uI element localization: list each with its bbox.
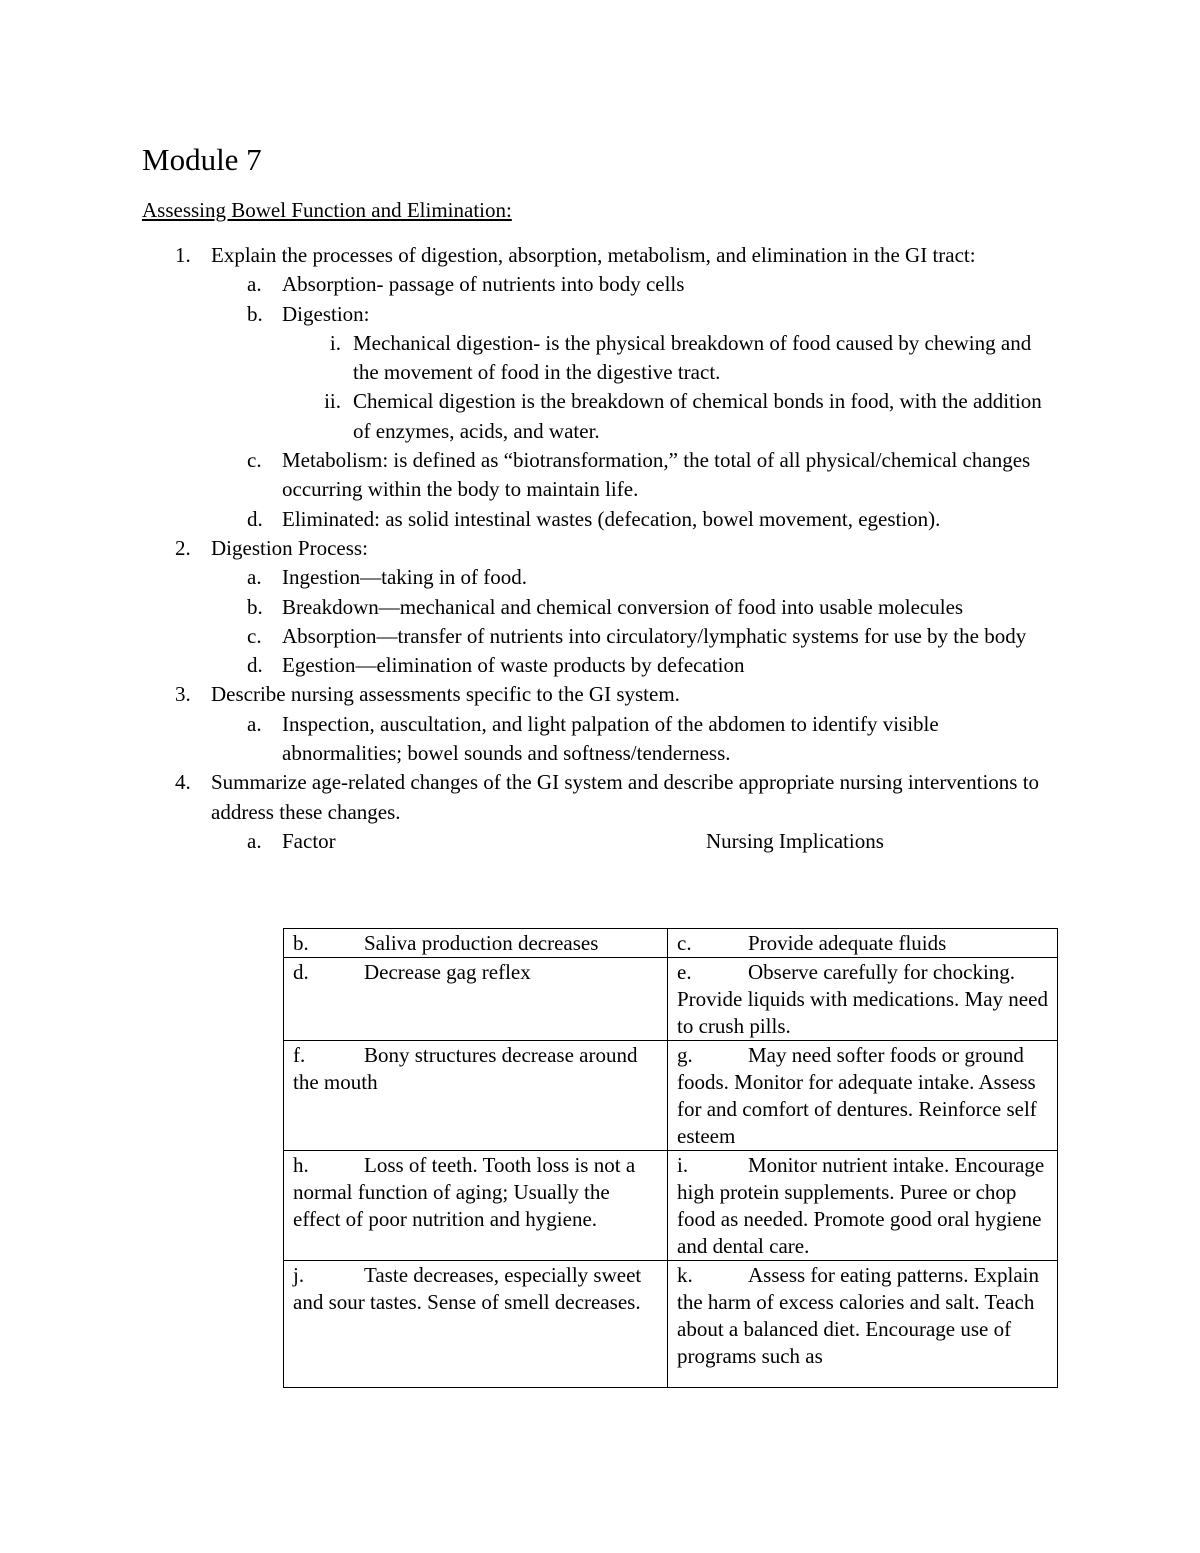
list-marker: a. xyxy=(247,711,262,736)
list-subitem xyxy=(142,651,1062,680)
list-subsubitem xyxy=(142,387,1062,446)
list-subitem xyxy=(142,300,1062,329)
factor-text: Saliva production decreases xyxy=(364,931,599,955)
list-marker: d. xyxy=(247,653,263,678)
factor-cell xyxy=(284,929,668,958)
table-caption-row xyxy=(142,827,1062,856)
list-subitem xyxy=(142,593,1062,622)
table-row xyxy=(284,958,1058,1041)
factor-text: Decrease gag reflex xyxy=(364,960,531,984)
implication-cell xyxy=(668,1151,1058,1261)
cell-marker: k. xyxy=(677,1263,693,1287)
table-row xyxy=(284,1261,1058,1388)
cell-marker: e. xyxy=(677,960,692,984)
table-row xyxy=(284,1151,1058,1261)
implication-cell xyxy=(668,1041,1058,1151)
cell-marker: f. xyxy=(293,1043,306,1067)
list-item-text: Absorption—transfer of nutrients into circulatory/lymphatic systems for use by the body xyxy=(282,623,1027,648)
section-subtitle: Assessing Bowel Function and Elimination: xyxy=(142,198,512,222)
cell-marker: c. xyxy=(677,931,692,955)
list-marker: i. xyxy=(329,330,341,355)
list-item-text: Breakdown—mechanical and chemical conversion of food into usable molecules xyxy=(282,594,964,619)
factor-text: Bony structures decrease around the mouth xyxy=(293,1043,638,1094)
list-item-text: Explain the processes of digestion, absorption, metabolism, and elimination in the GI tract: xyxy=(211,243,976,267)
cell-marker: d. xyxy=(293,960,309,984)
implications-column-label: Nursing Implications xyxy=(706,828,884,853)
factor-text: Taste decreases, especially sweet and sour tastes. Sense of smell decreases. xyxy=(293,1263,642,1314)
list-subitem xyxy=(142,505,1062,534)
list-marker: c. xyxy=(247,448,262,473)
cell-marker: j. xyxy=(293,1263,305,1287)
cell-marker: g. xyxy=(677,1043,693,1067)
implication-text: Observe carefully for chocking. Provide liquids with medications. May need to crush pills. xyxy=(677,960,1048,1038)
list-marker: c. xyxy=(247,623,262,648)
list-marker: 1. xyxy=(175,243,191,267)
list-item-text: Describe nursing assessments specific to the GI system. xyxy=(211,682,680,707)
list-subitem xyxy=(142,270,1062,299)
list-marker: a. xyxy=(247,828,262,853)
factor-cell xyxy=(284,1041,668,1151)
implication-text: May need softer foods or ground foods. Monitor for adequate intake. Assess for and comfort of dentures. Reinforce self esteem xyxy=(677,1043,1037,1148)
list-item-text: Mechanical digestion- is the physical breakdown of food caused by chewing and the movement of food in the digestive tract. xyxy=(353,330,1032,385)
implication-cell xyxy=(668,929,1058,958)
list-marker: b. xyxy=(247,301,263,326)
factor-text: Loss of teeth. Tooth loss is not a normal function of aging; Usually the effect of poor nutrition and hygiene. xyxy=(293,1153,636,1231)
outline-list xyxy=(142,241,1062,856)
list-marker: 4. xyxy=(175,770,191,795)
list-item-text: Metabolism: is defined as “biotransformation,” the total of all physical/chemical changes occurring within the body to maintain life. xyxy=(282,448,1031,502)
list-subitem xyxy=(142,622,1062,651)
list-item xyxy=(142,680,1062,709)
cell-marker: i. xyxy=(677,1153,689,1177)
implication-text: Provide adequate fluids xyxy=(748,931,947,955)
list-item-text: Digestion Process: xyxy=(211,535,368,560)
age-changes-table xyxy=(283,928,1058,1388)
list-item-text: Ingestion—taking in of food. xyxy=(282,565,527,590)
implication-text: Assess for eating patterns. Explain the harm of excess calories and salt. Teach about a balanced diet. Encourage use of programs such as xyxy=(677,1263,1040,1368)
list-item-text: Eliminated: as solid intestinal wastes (defecation, bowel movement, egestion). xyxy=(282,506,941,531)
list-subitem xyxy=(142,446,1062,505)
list-item-text: Digestion: xyxy=(282,301,370,326)
list-item xyxy=(142,534,1062,563)
list-marker: d. xyxy=(247,506,263,531)
factor-cell xyxy=(284,1151,668,1261)
list-item-text: Absorption- passage of nutrients into body cells xyxy=(282,272,685,297)
list-marker: 2. xyxy=(175,535,191,560)
list-marker: ii. xyxy=(324,389,341,414)
implication-cell xyxy=(668,958,1058,1041)
implication-text: Monitor nutrient intake. Encourage high protein supplements. Puree or chop food as needed. Promote good oral hygiene and dental care. xyxy=(677,1153,1045,1258)
table-row xyxy=(284,1041,1058,1151)
list-marker: a. xyxy=(247,565,262,590)
list-marker: 3. xyxy=(175,682,191,707)
cell-marker: h. xyxy=(293,1153,309,1177)
list-item-text: Egestion—elimination of waste products by defecation xyxy=(282,653,745,678)
list-item-text: Inspection, auscultation, and light palpation of the abdomen to identify visible abnormalities; bowel sounds and softness/tenderness. xyxy=(282,711,939,766)
implication-cell xyxy=(668,1261,1058,1388)
list-subitem xyxy=(142,710,1062,769)
list-subitem xyxy=(142,563,1062,592)
factor-cell xyxy=(284,1261,668,1388)
list-item xyxy=(142,241,1062,270)
table-row xyxy=(284,929,1058,958)
page-title: Module 7 xyxy=(142,142,262,177)
factor-cell xyxy=(284,958,668,1041)
list-item-text: Chemical digestion is the breakdown of chemical bonds in food, with the addition of enzymes, acids, and water. xyxy=(353,389,1042,443)
cell-marker: b. xyxy=(293,931,309,955)
list-item xyxy=(142,768,1062,827)
list-item-text: Summarize age-related changes of the GI system and describe appropriate nursing interventions to address these changes. xyxy=(211,770,1040,824)
list-marker: a. xyxy=(247,272,262,297)
list-marker: b. xyxy=(247,594,263,619)
factor-column-label: Factor xyxy=(282,828,336,853)
list-subsubitem xyxy=(142,329,1062,388)
